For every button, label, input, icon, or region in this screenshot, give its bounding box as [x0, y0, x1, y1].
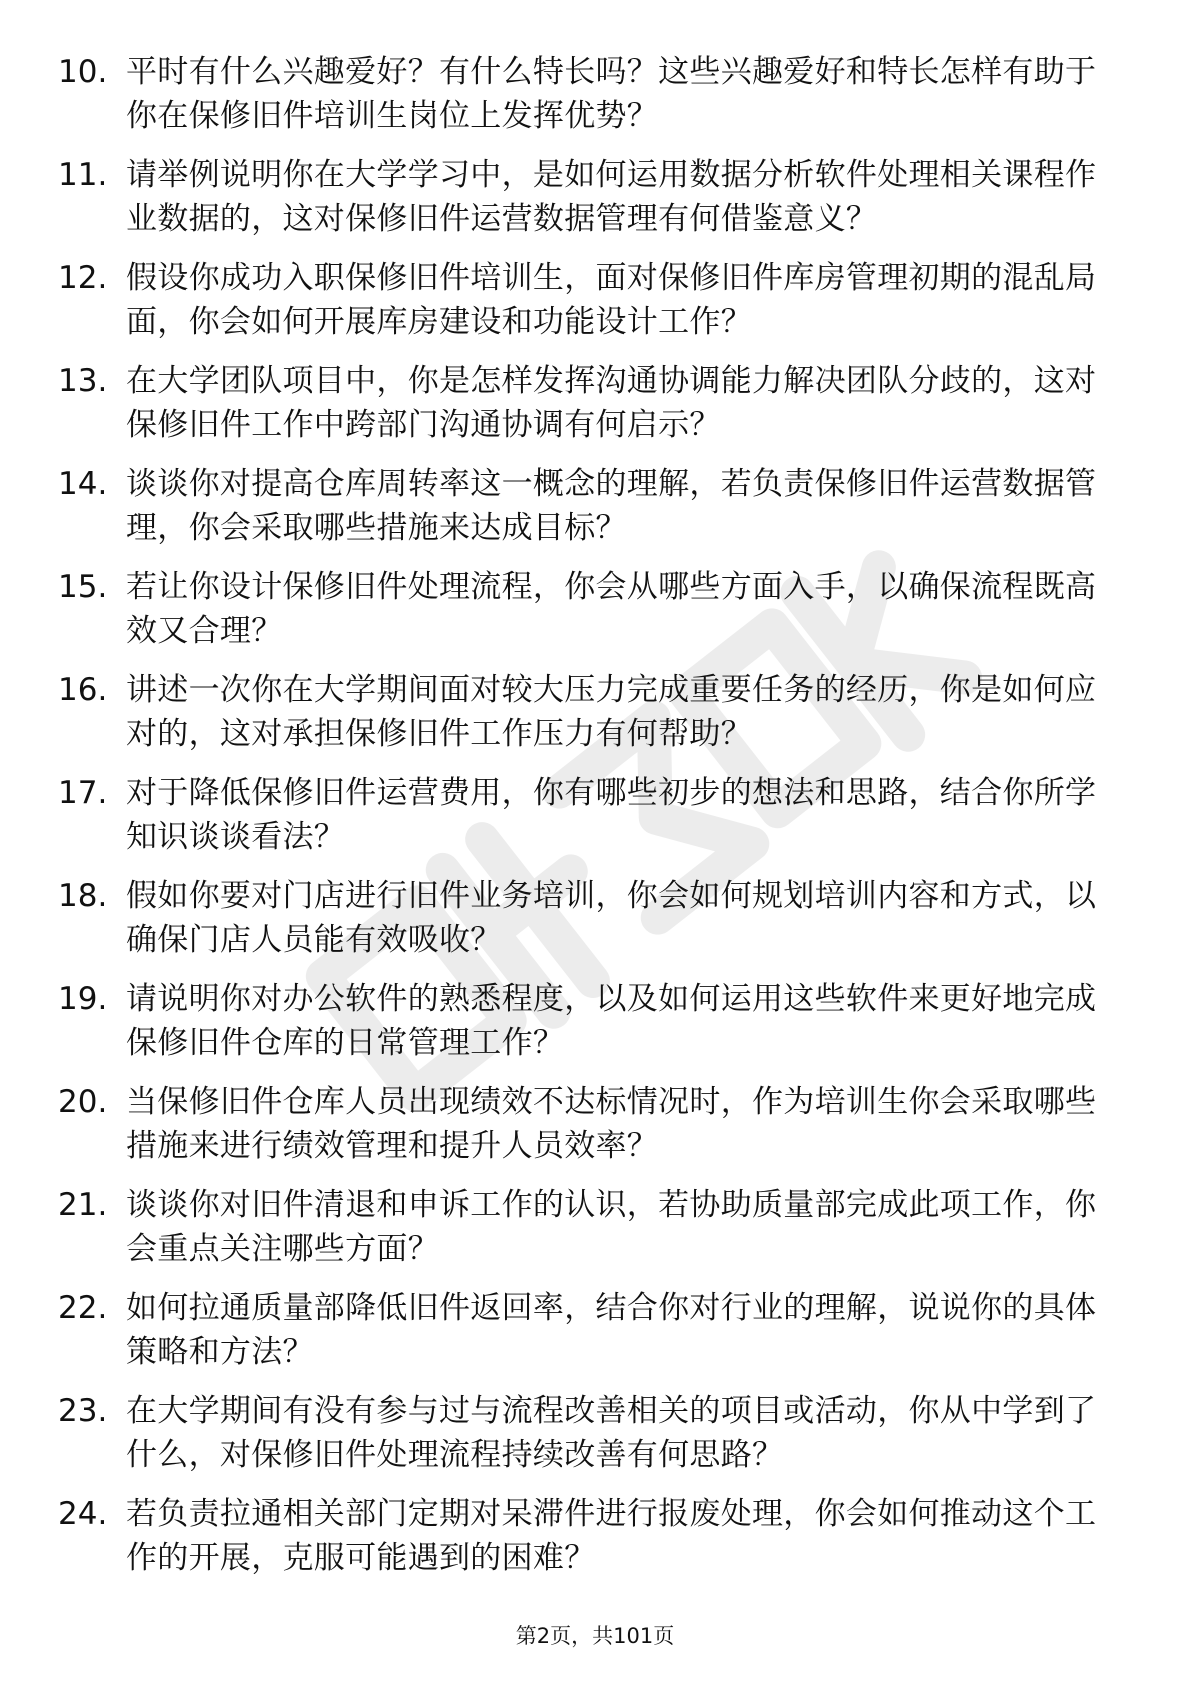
question-text: 假设你成功入职保修旧件培训生，面对保修旧件库房管理初期的混乱局面，你会如何开展库房建设和功能设计工作？ — [126, 260, 1097, 340]
list-item — [58, 771, 1118, 874]
question-number: 10. — [58, 54, 108, 90]
question-text: 平时有什么兴趣爱好？有什么特长吗？这些兴趣爱好和特长怎样有助于你在保修旧件培训生岗位上发挥优势？ — [126, 54, 1097, 134]
list-item — [58, 977, 1118, 1080]
question-list — [58, 50, 1118, 1595]
question-number: 15. — [58, 569, 108, 605]
list-item — [58, 1286, 1118, 1389]
list-item — [58, 668, 1118, 771]
question-number: 18. — [58, 878, 108, 914]
question-text: 讲述一次你在大学期间面对较大压力完成重要任务的经历，你是如何应对的，这对承担保修旧件工作压力有何帮助？ — [126, 672, 1097, 752]
question-number: 13. — [58, 363, 108, 399]
question-number: 24. — [58, 1496, 108, 1532]
question-text: 在大学团队项目中，你是怎样发挥沟通协调能力解决团队分歧的，这对保修旧件工作中跨部门沟通协调有何启示？ — [126, 363, 1097, 443]
question-number: 21. — [58, 1187, 108, 1223]
list-item — [58, 153, 1118, 256]
question-number: 14. — [58, 466, 108, 502]
question-number: 19. — [58, 981, 108, 1017]
question-text: 当保修旧件仓库人员出现绩效不达标情况时，作为培训生你会采取哪些措施来进行绩效管理和提升人员效率？ — [126, 1084, 1097, 1164]
question-text: 对于降低保修旧件运营费用，你有哪些初步的想法和思路，结合你所学知识谈谈看法？ — [126, 775, 1097, 855]
question-number: 17. — [58, 775, 108, 811]
question-number: 12. — [58, 260, 108, 296]
question-number: 22. — [58, 1290, 108, 1326]
list-item — [58, 565, 1118, 668]
question-number: 23. — [58, 1393, 108, 1429]
question-text: 谈谈你对提高仓库周转率这一概念的理解，若负责保修旧件运营数据管理，你会采取哪些措施来达成目标？ — [126, 466, 1097, 546]
list-item — [58, 1080, 1118, 1183]
list-item — [58, 1183, 1118, 1286]
list-item — [58, 256, 1118, 359]
list-item — [58, 874, 1118, 977]
question-text: 请举例说明你在大学学习中，是如何运用数据分析软件处理相关课程作业数据的，这对保修旧件运营数据管理有何借鉴意义？ — [126, 157, 1097, 237]
list-item — [58, 50, 1118, 153]
question-text: 如何拉通质量部降低旧件返回率，结合你对行业的理解，说说你的具体策略和方法？ — [126, 1290, 1097, 1370]
page-footer: 第2页，共101页 — [515, 1624, 675, 1648]
question-number: 20. — [58, 1084, 108, 1120]
question-number: 11. — [58, 157, 108, 193]
question-text: 在大学期间有没有参与过与流程改善相关的项目或活动，你从中学到了什么，对保修旧件处理流程持续改善有何思路？ — [126, 1393, 1097, 1473]
question-text: 若负责拉通相关部门定期对呆滞件进行报废处理，你会如何推动这个工作的开展，克服可能遇到的困难？ — [126, 1496, 1097, 1576]
question-text: 谈谈你对旧件清退和申诉工作的认识，若协助质量部完成此项工作，你会重点关注哪些方面？ — [126, 1187, 1097, 1267]
question-text: 假如你要对门店进行旧件业务培训，你会如何规划培训内容和方式，以确保门店人员能有效吸收？ — [126, 878, 1097, 958]
question-text: 请说明你对办公软件的熟悉程度，以及如何运用这些软件来更好地完成保修旧件仓库的日常管理工作？ — [126, 981, 1097, 1061]
question-number: 16. — [58, 672, 108, 708]
question-text: 若让你设计保修旧件处理流程，你会从哪些方面入手，以确保流程既高效又合理？ — [126, 569, 1097, 649]
list-item — [58, 1492, 1118, 1595]
list-item — [58, 359, 1118, 462]
list-item — [58, 462, 1118, 565]
list-item — [58, 1389, 1118, 1492]
